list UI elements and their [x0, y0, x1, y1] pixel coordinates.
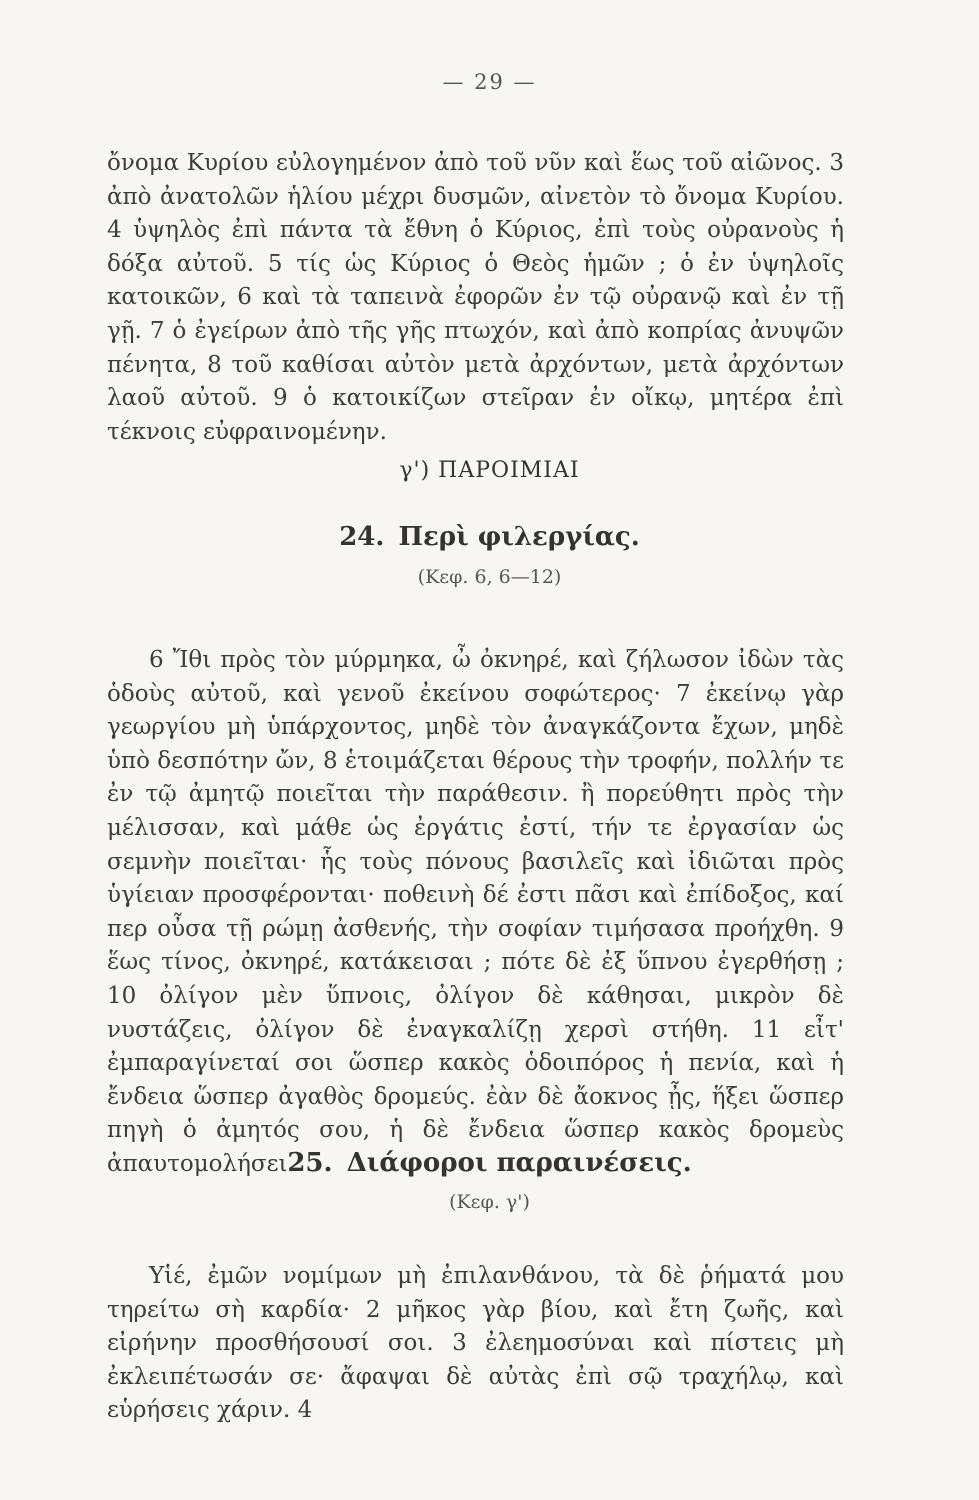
chapter-25-title-text: Διάφοροι παραινέσεις.	[346, 1148, 692, 1178]
chapter-25-reference: (Κεφ. γ')	[449, 1191, 530, 1213]
chapter-24-title-text: Περὶ φιλεργίας.	[398, 522, 640, 552]
chapter-25-title	[0, 1148, 979, 1178]
paragraph-exhortations: Υἱέ, ἐμῶν νομίμων μὴ ἐπιλανθάνου, τὰ δὲ ῥήματά μου τηρείτω σὴ καρδία· 2 μῆκος γὰρ βίου, καὶ ἔτη ζωῆς, καὶ εἰρήνην προσθήσουσί σοι. 3 ἐλεημοσύναι καὶ πίστεις μὴ ἐκλειπέτωσάν σε· ἄφαψαι δὲ αὐτὰς ἐπὶ σῷ τραχήλῳ, καὶ εὑρήσεις χάριν. 4	[107, 1263, 844, 1424]
paragraph-on-diligence: 6 Ἴθι πρὸς τὸν μύρμηκα, ὦ ὀκνηρέ, καὶ ζήλωσον ἰδὼν τὰς ὁδοὺς αὐτοῦ, καὶ γενοῦ ἐκείνου σοφώτερος· 7 ἐκείνῳ γὰρ γεωργίου μὴ ὑπάρχοντος, μηδὲ τὸν ἀναγκάζοντα ἔχων, μηδὲ ὑπὸ δεσπότην ὤν, 8 ἑτοιμάζεται θέρους τὴν τροφήν, πολλήν τε ἐν τῷ ἀμητῷ ποιεῖται τὴν παράθεσιν. ἢ πορεύθητι πρὸς τὴν μέλισσαν, καὶ μάθε ὡς ἐργάτις ἐστί, τήν τε ἐργασίαν ὡς σεμνὴν ποιεῖται· ἧς τοὺς πόνους βασιλεῖς καὶ ἰδιῶται πρὸς ὑγίειαν προσφέρονται· ποθεινὴ δέ ἐστι πᾶσι καὶ ἐπίδοξος, καί περ οὖσα τῇ ρώμῃ ἀσθενής, τὴν σοφίαν τιμήσασα προήχθη. 9 ἕως τίνος, ὀκνηρέ, κατάκεισαι ; πότε δὲ ἐξ ὕπνου ἐγερθήσῃ ; 10 ὀλίγον μὲν ὕπνοις, ὀλίγον δὲ κάθησαι, μικρὸν δὲ νυστάζεις, ὀλίγον δὲ ἐναγκαλίζῃ χερσὶ στήθη. 11 εἶτ' ἐμπαραγίνεταί σοι ὥσπερ κακὸς ὁδοιπόρος ἡ πενία, καὶ ἡ ἔνδεια ὥσπερ ἀγαθὸς δρομεύς. ἐὰν δὲ ἄοκνος ᾖς, ἥξει ὥσπερ πηγὴ ὁ ἀμητός σου, ἡ δὲ ἔνδεια ὥσπερ κακὸς δρομεὺς ἀπαυτομολήσει.	[107, 647, 844, 1177]
chapter-24-number: 24.	[339, 522, 385, 552]
section-heading: γ') ΠΑΡΟΙΜΙΑΙ	[399, 458, 580, 483]
chapter-24-reference: (Κεφ. 6, 6—12)	[417, 566, 562, 588]
chapter-24-title	[0, 522, 979, 552]
chapter-25-number: 25.	[287, 1148, 333, 1178]
paragraph-psalm-continuation: ὄνομα Κυρίου εὐλογημένον ἀπὸ τοῦ νῦν καὶ ἕως τοῦ αἰῶνος. 3 ἀπὸ ἀνατολῶν ἡλίου μέχρι δυσμῶν, αἰνετὸν τὸ ὄνομα Κυρίου. 4 ὑψηλὸς ἐπὶ πάντα τὰ ἔθνη ὁ Κύριος, ἐπὶ τοὺς οὐρανοὺς ἡ δόξα αὐτοῦ. 5 τίς ὡς Κύριος ὁ Θεὸς ἡμῶν ; ὁ ἐν ὑψηλοῖς κατοικῶν, 6 καὶ τὰ ταπεινὰ ἐφορῶν ἐν τῷ οὐρανῷ καὶ ἐν τῇ γῇ. 7 ὁ ἐγείρων ἀπὸ τῆς γῆς πτωχόν, καὶ ἀπὸ κοπρίας ἀνυψῶν πένητα, 8 τοῦ καθίσαι αὐτὸν μετὰ ἀρχόντων, μετὰ ἀρχόντων λαοῦ αὐτοῦ. 9 ὁ κατοικίζων στεῖραν ἐν οἴκῳ, μητέρα ἐπὶ τέκνοις εὐφραινομένην.	[107, 150, 844, 445]
page-number: — 29 —	[442, 70, 537, 94]
